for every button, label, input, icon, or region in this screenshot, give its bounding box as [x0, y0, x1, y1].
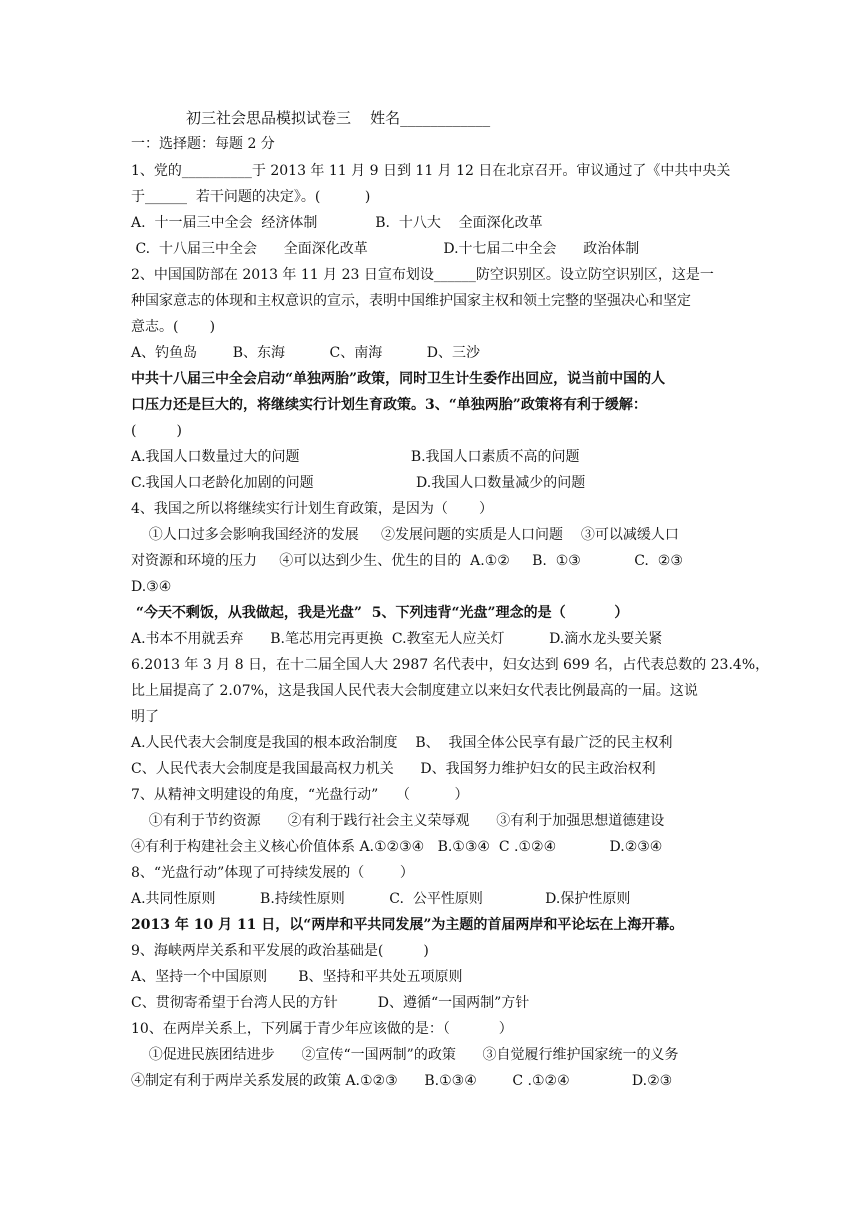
text-line: 2、中国国防部在 2013 年 11 月 23 日宣布划设______防空识别区。设立防空识别区，这是一 [131, 267, 714, 283]
section-heading: 一：选择题：每题 2 分 [131, 136, 275, 152]
text-line: 比上届提高了 2.07%，这是我国人民代表大会制度建立以来妇女代表比例最高的一届。这说 [131, 683, 698, 699]
text-line: ①有利于节约资源 ②有利于践行社会主义荣辱观 ③有利于加强思想道德建设 [131, 813, 665, 829]
bold-context-line: 口压力还是巨大的，将继续实行计划生育政策。3、“单独两胎”政策将有利于缓解： [131, 397, 647, 413]
text-line: A、钓鱼岛 B、东海 C、南海 D、三沙 [131, 345, 480, 361]
text-line: A.共同性原则 B.持续性原则 C. 公平性原则 D.保护性原则 [131, 891, 631, 907]
text-line: A. 十一届三中全会 经济体制 B. 十八大 全面深化改革 [131, 215, 543, 231]
text-line: 7、从精神文明建设的角度，“光盘行动” （ ） [131, 787, 469, 803]
text-line: 9、海峡两岸关系和平发展的政治基础是( ) [131, 943, 429, 959]
bold-context-line: 中共十八届三中全会启动“单独两胎”政策，同时卫生计生委作出回应，说当前中国的人 [131, 371, 666, 387]
text-line: A.人民代表大会制度是我国的根本政治制度 B、 我国全体公民享有最广泛的民主权利 [131, 735, 673, 751]
text-line: 于______ 若干问题的决定》。( ) [131, 189, 371, 205]
bold-context-line: 2013 年 10 月 11 日，以“两岸和平共同发展”为主题的首届两岸和平论坛在上海开幕。 [131, 917, 684, 933]
text-line: 明了 [131, 709, 159, 725]
text-line: C. 十八届三中全会 全面深化改革 D.十七届二中全会 政治体制 [131, 241, 640, 257]
text-line: 6.2013 年 3 月 8 日，在十二届全国人大 2987 名代表中，妇女达到 699 名，占代表总数的 23.4%， [131, 657, 770, 673]
text-line: 对资源和环境的压力 ④可以达到少生、优生的目的 A.①② B. ①③ C. ②③ [131, 553, 683, 569]
bold-context-line: “今天不剩饭，从我做起，我是光盘” 5、下列违背“光盘”理念的是（ ） [131, 605, 629, 621]
exam-title: 初三社会思品模拟试卷三 姓名____________ [186, 109, 491, 127]
text-line: A.我国人口数量过大的问题 B.我国人口素质不高的问题 [131, 449, 580, 465]
text-line: ①人口过多会影响我国经济的发展 ②发展问题的实质是人口问题 ③可以减缓人口 [131, 527, 679, 543]
text-line: C、人民代表大会制度是我国最高权力机关 D、我国努力维护妇女的民主政治权利 [131, 761, 656, 777]
text-line: ④有利于构建社会主义核心价值体系 A.①②③④ B.①③④ C .①②④ D.②③④ [131, 839, 663, 855]
text-line: 意志。( ) [131, 319, 216, 335]
text-line: 10、在两岸关系上，下列属于青少年应该做的是：（ ） [131, 1021, 513, 1037]
text-line: A.书本不用就丢弃 B.笔芯用完再更换 C.教室无人应关灯 D.滴水龙头要关紧 [131, 631, 663, 647]
text-line: ( ) [131, 423, 182, 439]
text-line: ①促进民族团结进步 ②宣传“一国两制”的政策 ③自觉履行维护国家统一的义务 [131, 1047, 679, 1063]
text-line: D.③④ [131, 579, 172, 595]
text-line: A、坚持一个中国原则 B、坚持和平共处五项原则 [131, 969, 463, 985]
text-line: 种国家意志的体现和主权意识的宣示，表明中国维护国家主权和领土完整的坚强决心和坚定 [131, 293, 691, 309]
text-line: 8、“光盘行动”体现了可持续发展的（ ） [131, 865, 414, 881]
text-line: C.我国人口老龄化加剧的问题 D.我国人口数量减少的问题 [131, 475, 586, 491]
text-line: 4、我国之所以将继续实行计划生育政策，是因为（ ） [131, 501, 494, 517]
text-line: ④制定有利于两岸关系发展的政策 A.①②③ B.①③④ C .①②④ D.②③ [131, 1073, 673, 1089]
text-line: 1、党的__________于 2013 年 11 月 9 日到 11 月 12 日在北京召开。审议通过了《中共中央关 [131, 163, 731, 179]
text-line: C、贯彻寄希望于台湾人民的方针 D、遵循“一国两制”方针 [131, 995, 530, 1011]
